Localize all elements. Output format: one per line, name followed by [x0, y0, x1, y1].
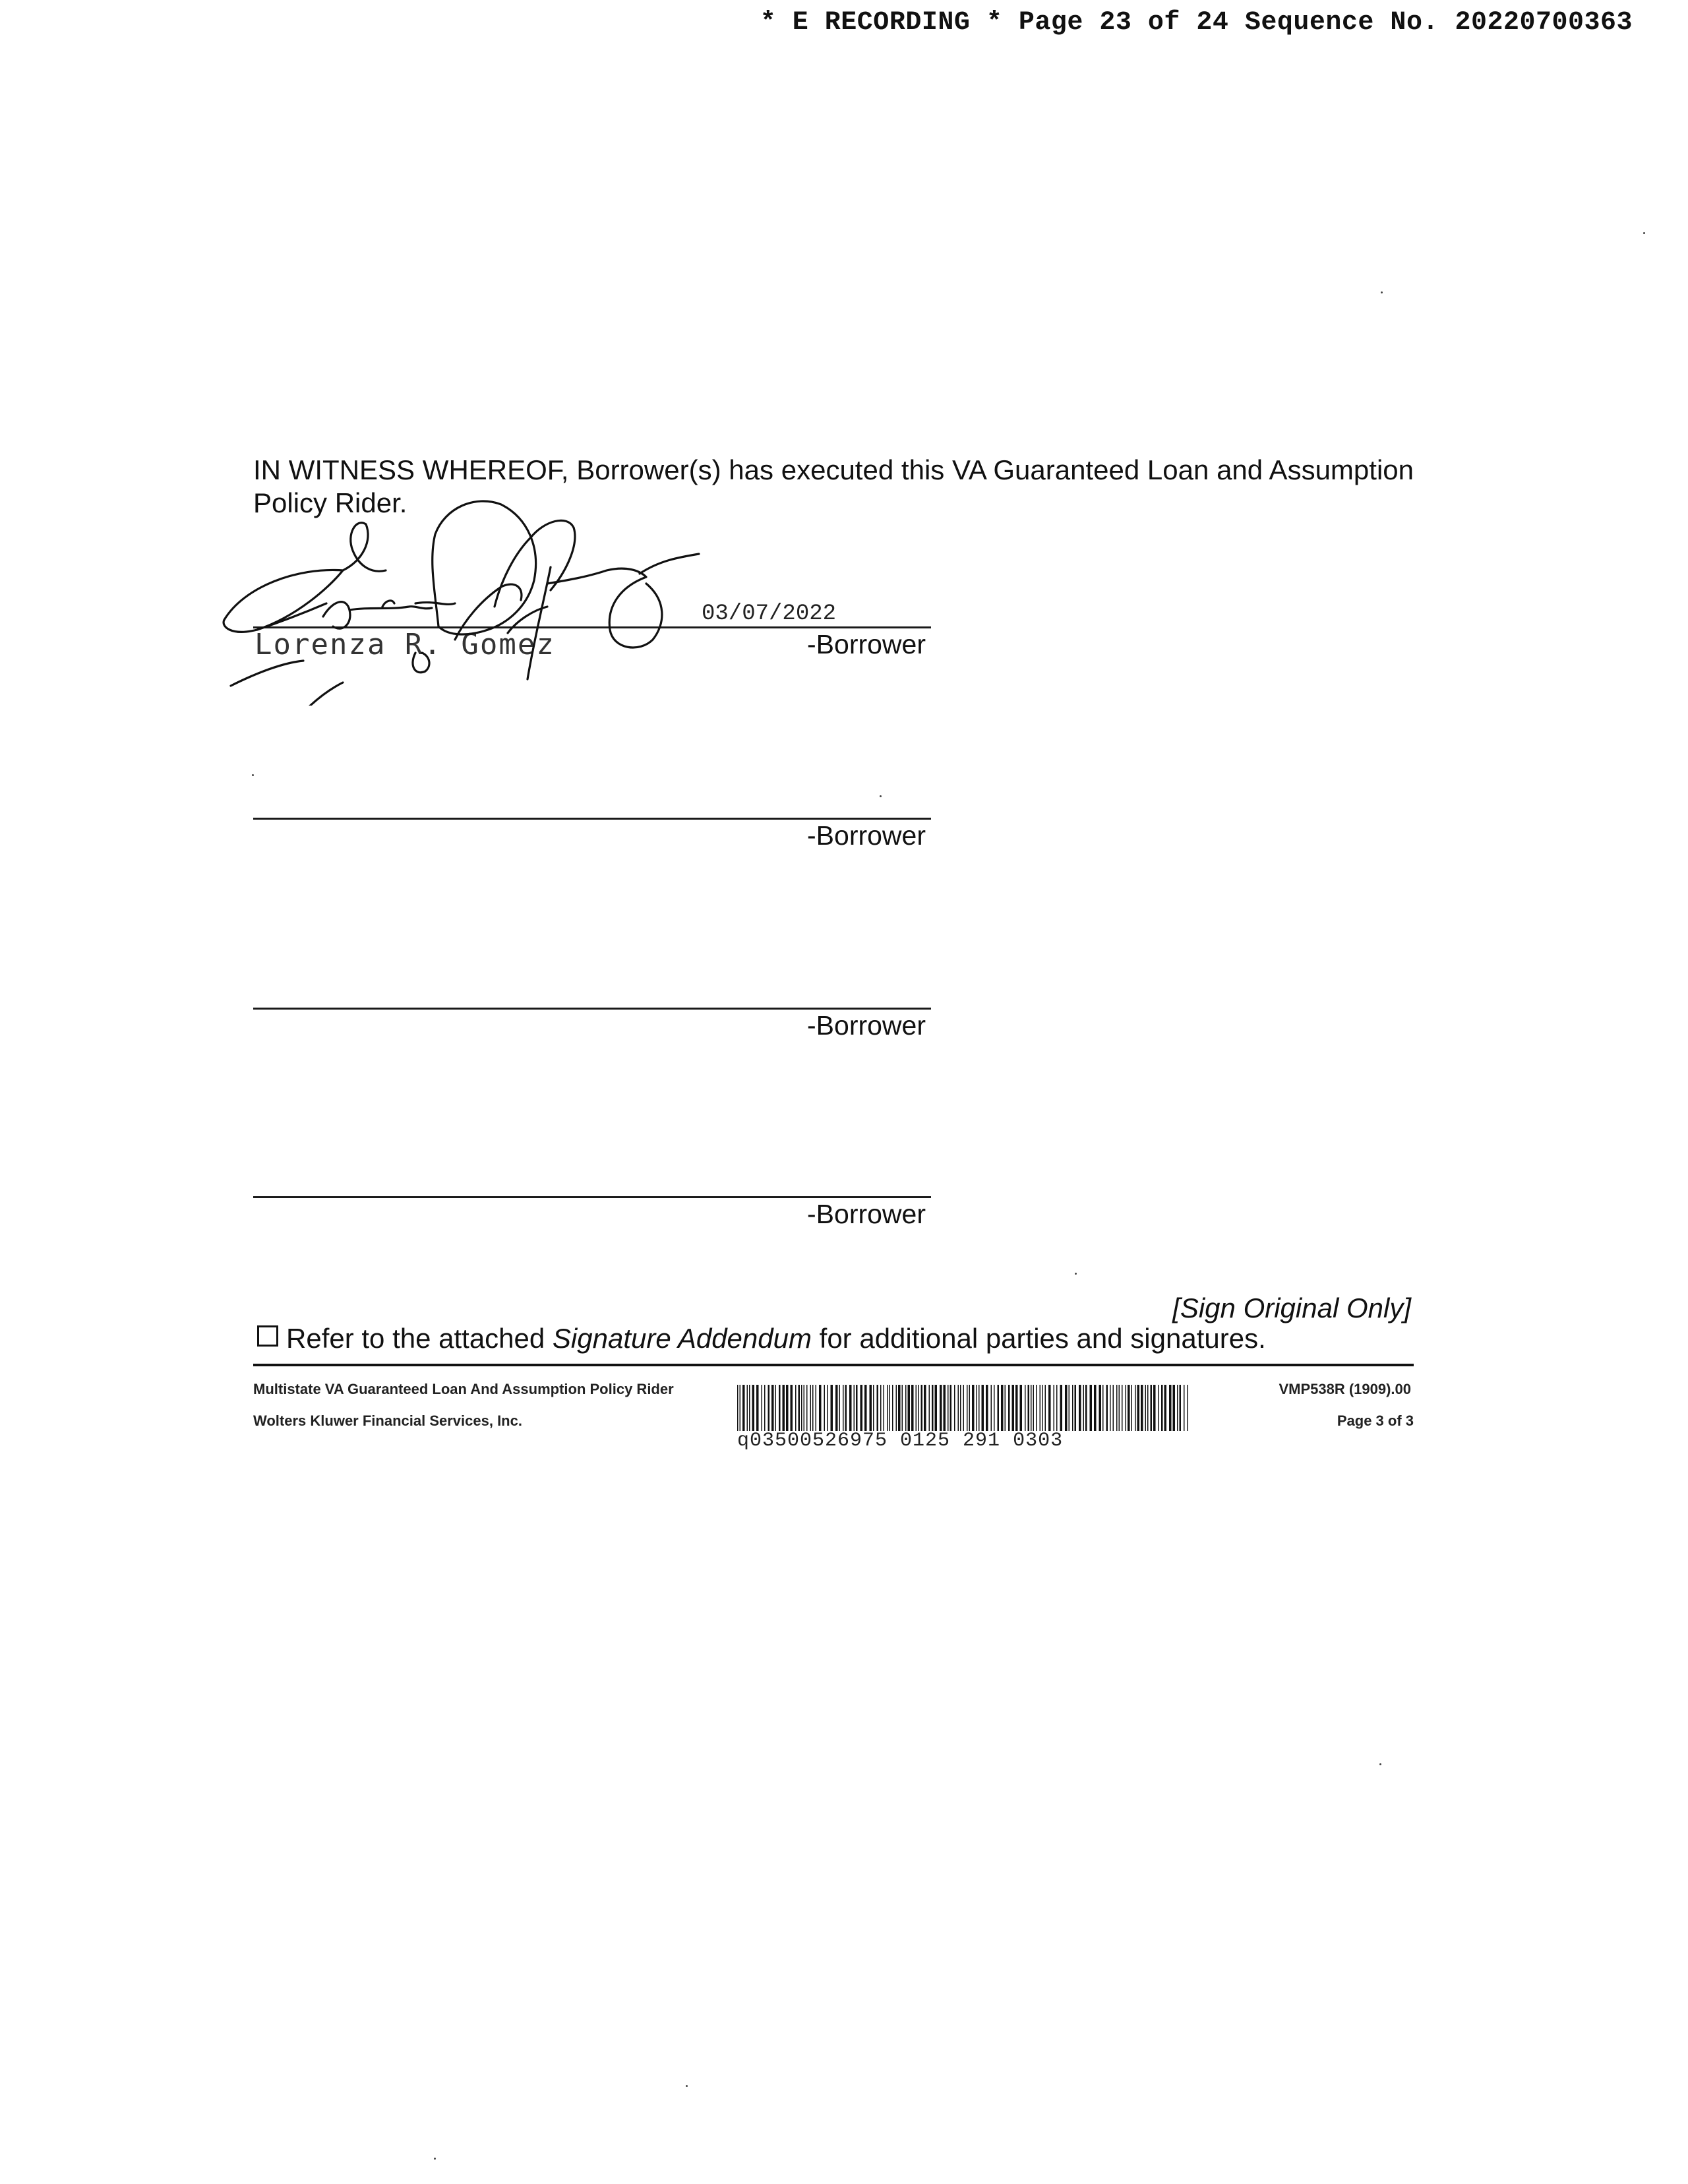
barcode-bar	[819, 1385, 822, 1431]
scan-speck	[252, 774, 254, 776]
signer-name: Lorenza R. Gomez	[255, 628, 555, 661]
footer-rule	[253, 1364, 1414, 1366]
barcode-bar	[1090, 1385, 1093, 1431]
barcode-bar	[783, 1385, 785, 1431]
barcode-bar	[924, 1385, 926, 1431]
barcode-bar	[1045, 1385, 1046, 1431]
barcode-bar	[905, 1385, 907, 1431]
barcode-bar	[1141, 1385, 1143, 1431]
barcode-bar	[1131, 1385, 1133, 1431]
barcode-bar	[1008, 1385, 1010, 1431]
barcode-bar	[1056, 1385, 1058, 1431]
barcode-bar	[889, 1385, 891, 1431]
barcode-bar	[779, 1385, 781, 1431]
barcode-bar	[1126, 1385, 1127, 1431]
barcode-bar	[950, 1385, 952, 1431]
barcode-bar	[786, 1385, 789, 1431]
barcode-bar	[998, 1385, 1000, 1431]
barcode-bar	[880, 1385, 882, 1431]
barcode-bar	[860, 1385, 863, 1431]
barcode-bar	[908, 1385, 911, 1431]
scan-speck	[434, 2158, 436, 2160]
signature-line-4	[253, 1196, 931, 1198]
barcode-bar	[806, 1385, 808, 1431]
barcode-bar	[1072, 1385, 1073, 1431]
barcode-bar	[768, 1385, 770, 1431]
scan-speck	[1075, 1273, 1077, 1275]
barcode-bar	[1083, 1385, 1085, 1431]
barcode-bar	[896, 1385, 897, 1431]
barcode-bar	[1177, 1385, 1178, 1431]
barcode-bar	[1122, 1385, 1123, 1431]
barcode-bar	[1036, 1385, 1037, 1431]
barcode-bar	[764, 1385, 766, 1431]
barcode-bar	[771, 1385, 774, 1431]
barcode-bar	[1085, 1385, 1087, 1431]
barcode-bar	[801, 1385, 802, 1431]
barcode-bar	[1164, 1385, 1167, 1431]
barcode-bar	[902, 1385, 903, 1431]
refer-suffix: for additional parties and signatures.	[811, 1323, 1266, 1354]
signature-line-3	[253, 1008, 931, 1010]
borrower-label-4: -Borrower	[807, 1199, 926, 1229]
barcode-bar	[1042, 1385, 1043, 1431]
signature-line-2	[253, 818, 931, 820]
barcode-bar	[827, 1385, 828, 1431]
barcode-bar	[1102, 1385, 1104, 1431]
barcode-bar	[1075, 1385, 1077, 1431]
form-code: VMP538R (1909).00	[1279, 1381, 1411, 1397]
barcode-bar	[877, 1385, 879, 1431]
refer-emphasis: Signature Addendum	[552, 1323, 812, 1354]
barcode-bar	[810, 1385, 812, 1431]
barcode-bar	[843, 1385, 844, 1431]
barcode-bar	[1065, 1385, 1068, 1431]
barcode-bar	[762, 1385, 763, 1431]
barcode-bar	[977, 1385, 978, 1431]
barcode-bar	[1180, 1385, 1182, 1431]
barcode-bar	[887, 1385, 888, 1431]
barcode-bar	[929, 1385, 930, 1431]
barcode-bar	[1028, 1385, 1030, 1431]
form-title: Multistate VA Guaranteed Loan And Assumption Policy Rider	[253, 1381, 674, 1397]
barcode-bar	[839, 1385, 841, 1431]
barcode-bar	[1012, 1385, 1015, 1431]
barcode-bar	[921, 1385, 923, 1431]
borrower-label-3: -Borrower	[807, 1010, 926, 1041]
barcode-bar	[1153, 1385, 1156, 1431]
barcode-bar	[911, 1385, 914, 1431]
barcode-bar	[1135, 1385, 1136, 1431]
barcode-bar	[1005, 1385, 1006, 1431]
barcode-bar	[1169, 1385, 1172, 1431]
sign-original-note: [Sign Original Only]	[1172, 1292, 1411, 1323]
barcode-bar	[954, 1385, 955, 1431]
barcode-bar	[994, 1385, 995, 1431]
refer-prefix: Refer to the attached	[286, 1323, 553, 1354]
barcode-bar	[967, 1385, 968, 1431]
barcode-bar	[979, 1385, 980, 1431]
scan-speck	[880, 795, 882, 797]
barcode-bar	[940, 1385, 942, 1431]
witness-clause-line1: IN WITNESS WHEREOF, Borrower(s) has executed this VA Guaranteed Loan and Assumption	[253, 454, 1414, 485]
barcode-bar	[948, 1385, 949, 1431]
borrower-label-1: -Borrower	[807, 629, 926, 659]
barcode-bar	[742, 1385, 745, 1431]
barcode-bar	[747, 1385, 748, 1431]
borrower-label-2: -Borrower	[807, 820, 926, 851]
handwritten-signature	[218, 488, 732, 706]
barcode-bar	[1033, 1385, 1035, 1431]
barcode-bar	[963, 1385, 965, 1431]
barcode-bar	[835, 1385, 838, 1431]
barcode-bar	[775, 1385, 777, 1431]
barcode-bar	[1110, 1385, 1111, 1431]
barcode-bar	[1188, 1385, 1189, 1431]
scan-speck	[1643, 232, 1645, 234]
barcode-bar	[969, 1385, 971, 1431]
barcode-bar	[795, 1385, 797, 1431]
barcode-bar	[1015, 1385, 1018, 1431]
barcode-bar	[935, 1385, 938, 1431]
barcode-bar	[749, 1385, 750, 1431]
barcode-bar	[898, 1385, 901, 1431]
barcode-bar	[816, 1385, 817, 1431]
barcode-bar	[944, 1385, 946, 1431]
barcode-bar	[1094, 1385, 1097, 1431]
barcode-bar	[916, 1385, 917, 1431]
barcode-bar	[1020, 1385, 1023, 1431]
barcode-bar	[986, 1385, 988, 1431]
barcode-bar	[1054, 1385, 1055, 1431]
barcode-bar	[1116, 1385, 1118, 1431]
barcode-bar	[864, 1385, 867, 1431]
barcode-bar	[845, 1385, 847, 1431]
barcode-bar	[831, 1385, 833, 1431]
barcode-bar	[812, 1385, 814, 1431]
barcode-bar	[740, 1385, 741, 1431]
barcode-bar	[1099, 1385, 1102, 1431]
barcode	[737, 1385, 1191, 1431]
addendum-checkbox[interactable]	[257, 1325, 278, 1347]
barcode-bar	[1079, 1385, 1081, 1431]
barcode-bar	[1184, 1385, 1185, 1431]
barcode-bar	[1145, 1385, 1147, 1431]
barcode-bar	[849, 1385, 852, 1431]
barcode-bar	[982, 1385, 984, 1431]
barcode-bar	[1128, 1385, 1130, 1431]
barcode-bar	[804, 1385, 805, 1431]
barcode-bar	[1025, 1385, 1026, 1431]
barcode-bar	[1147, 1385, 1149, 1431]
barcode-number: q03500526975 0125 291 0303	[737, 1430, 1064, 1452]
barcode-bar	[960, 1385, 961, 1431]
barcode-bar	[854, 1385, 855, 1431]
barcode-bar	[737, 1385, 738, 1431]
barcode-bar	[1119, 1385, 1120, 1431]
barcode-bar	[1113, 1385, 1114, 1431]
barcode-bar	[884, 1385, 885, 1431]
signature-date: 03/07/2022	[702, 601, 837, 626]
barcode-bar	[958, 1385, 959, 1431]
barcode-bar	[1060, 1385, 1063, 1431]
scan-speck	[686, 2085, 688, 2087]
barcode-bar	[799, 1385, 800, 1431]
barcode-bar	[892, 1385, 893, 1431]
barcode-bar	[918, 1385, 919, 1431]
barcode-bar	[752, 1385, 755, 1431]
barcode-bar	[873, 1385, 874, 1431]
recording-stamp: * E RECORDING * Page 23 of 24 Sequence No. 20220700363	[760, 8, 1633, 38]
page-number: Page 3 of 3	[1337, 1412, 1414, 1429]
scan-speck	[1379, 1763, 1381, 1765]
barcode-bar	[870, 1385, 872, 1431]
barcode-bar	[1031, 1385, 1032, 1431]
scan-speck	[1381, 291, 1383, 293]
barcode-bar	[1159, 1385, 1160, 1431]
barcode-bar	[1040, 1385, 1041, 1431]
barcode-bar	[824, 1385, 826, 1431]
barcode-bar	[856, 1385, 858, 1431]
barcode-bar	[1137, 1385, 1140, 1431]
barcode-bar	[1069, 1385, 1070, 1431]
addendum-reference	[257, 1323, 1266, 1354]
barcode-bar	[1048, 1385, 1051, 1431]
company-name: Wolters Kluwer Financial Services, Inc.	[253, 1412, 522, 1429]
barcode-bar	[991, 1385, 992, 1431]
barcode-bar	[932, 1385, 934, 1431]
witness-clause-line2: Policy Rider.	[253, 487, 407, 518]
barcode-bar	[756, 1385, 759, 1431]
barcode-bar	[1173, 1385, 1176, 1431]
barcode-bar	[791, 1385, 793, 1431]
barcode-bar	[1161, 1385, 1163, 1431]
barcode-bar	[972, 1385, 975, 1431]
barcode-bar	[1151, 1385, 1153, 1431]
barcode-bar	[1001, 1385, 1004, 1431]
barcode-bar	[1106, 1385, 1108, 1431]
